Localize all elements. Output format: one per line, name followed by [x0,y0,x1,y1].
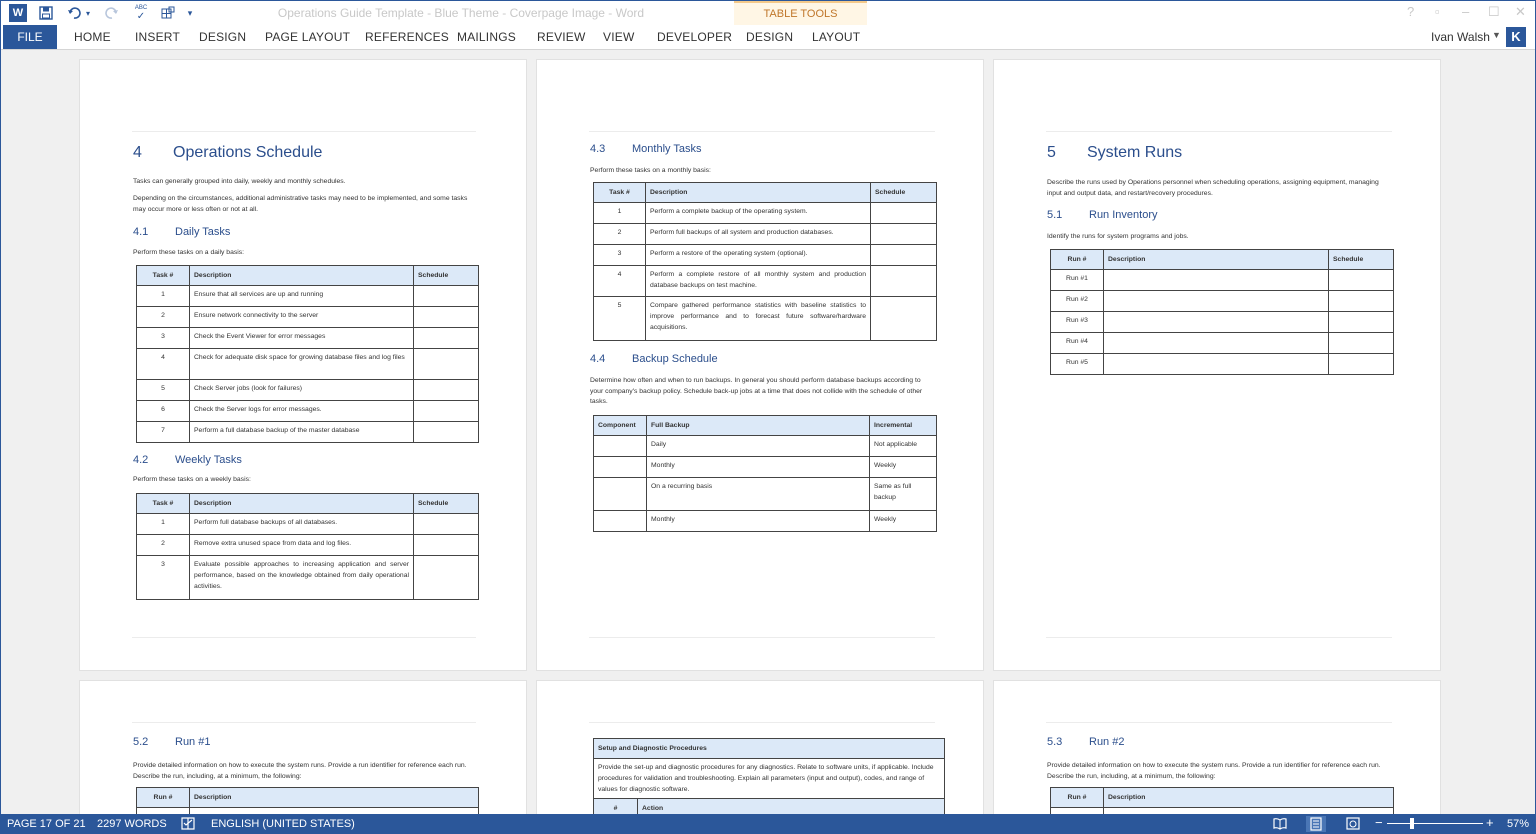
customize-qat-icon[interactable]: ▾ [187,7,193,18]
subsection-heading: 5.3 Run #2 [1047,736,1125,748]
table-cell[interactable] [1329,333,1394,354]
table-row [594,245,937,266]
table-cell[interactable] [1104,270,1329,291]
run-inventory-table [1050,249,1394,375]
table-row [1051,354,1394,375]
table-cell[interactable]: 2 [137,307,190,328]
tab-insert[interactable]: INSERT [135,30,180,44]
table-row [137,380,479,401]
table-row [137,514,479,535]
table-row [594,457,937,478]
table-cell[interactable]: 1 [594,203,646,224]
table-cell[interactable]: Perform a full database backup of the master database [190,422,414,443]
table-cell[interactable] [1104,312,1329,333]
proofing-icon[interactable] [181,817,195,833]
subsection-heading: 4.1 Daily Tasks [133,226,231,238]
table-header: Description [1104,250,1329,270]
daily-tasks-table [136,265,479,443]
status-bar [1,814,1535,834]
table-cell[interactable]: Run #2 [1051,291,1104,312]
table-cell[interactable]: Run #5 [1051,354,1104,375]
table-cell[interactable] [871,224,937,245]
table-header: Schedule [414,494,479,514]
tab-page-layout[interactable]: PAGE LAYOUT [265,30,351,44]
spelling-icon[interactable]: ABC ✓ [134,5,148,22]
table-header: Schedule [871,183,937,203]
table-cell[interactable]: Monthly [647,511,870,532]
read-mode-icon[interactable] [1273,817,1287,833]
ribbon-display-icon[interactable]: ▫ [1435,4,1440,19]
page-system-runs [993,59,1441,671]
paragraph: Provide detailed information on how to execute the system runs. Provide a run identifier for reference each run. Describe the run, including, at a minimum, the following: [133,762,467,780]
table-cell[interactable]: Weekly [870,457,937,478]
subsection-heading: 4.2 Weekly Tasks [133,454,242,466]
table-header: Task # [594,183,646,203]
table-header: Description [1104,788,1394,808]
table-header: Component [594,416,647,436]
word-count[interactable]: 2297 WORDS [97,818,167,830]
table-header: Task # [137,494,190,514]
table-header: Full Backup [647,416,870,436]
paragraph: Tasks can generally grouped into daily, weekly and monthly schedules. [133,178,346,185]
table-cell[interactable] [414,422,479,443]
table-row [1051,333,1394,354]
table-cell[interactable] [414,556,479,600]
table-row [137,422,479,443]
table-row [594,436,937,457]
web-layout-icon[interactable] [1346,817,1360,833]
table-cell[interactable]: Perform a complete restore of all monthly system and production database backups on test machine. [646,266,871,297]
table-row [594,297,937,341]
table-header: Run # [1051,788,1104,808]
table-cell[interactable]: Check Server jobs (look for failures) [190,380,414,401]
table-cell[interactable] [871,245,937,266]
tab-review[interactable]: REVIEW [537,30,586,44]
paragraph: Perform these tasks on a weekly basis: [133,476,251,483]
table-cell[interactable]: 2 [137,535,190,556]
table-header: Run # [1051,250,1104,270]
subsection-heading: 4.3 Monthly Tasks [590,143,702,155]
table-cell[interactable]: 3 [137,328,190,349]
tab-home[interactable]: HOME [74,30,111,44]
page-header-line [1046,112,1392,132]
table-header: Action [638,799,945,815]
page-header-line [132,112,476,132]
table-cell[interactable]: Ensure network connectivity to the server [190,307,414,328]
table-row [594,478,937,511]
tab-design[interactable]: DESIGN [199,30,247,44]
table-row [137,328,479,349]
tab-view[interactable]: VIEW [603,30,635,44]
table-cell[interactable] [1329,354,1394,375]
table-cell[interactable] [594,457,647,478]
section-heading: 4 Operations Schedule [133,144,323,161]
minimize-icon[interactable]: – [1462,4,1470,19]
weekly-tasks-table [136,493,479,600]
table-cell[interactable]: 1 [137,514,190,535]
zoom-slider-thumb[interactable] [1410,818,1414,829]
table-row [137,556,479,600]
tab-references[interactable]: REFERENCES [365,30,450,44]
subsection-heading: 4.4 Backup Schedule [590,353,718,365]
table-row [1051,270,1394,291]
table-header: Setup and Diagnostic Procedures [594,739,945,759]
table-cell[interactable] [1104,354,1329,375]
table-cell[interactable] [594,436,647,457]
table-cell[interactable]: Check the Server logs for error messages. [190,401,414,422]
word-logo-icon: W [9,4,27,22]
table-cell[interactable]: Daily [647,436,870,457]
monthly-tasks-table [593,182,937,341]
table-row [1051,312,1394,333]
table-cell[interactable] [871,203,937,224]
table-cell[interactable] [1104,291,1329,312]
print-layout-icon[interactable] [1306,816,1326,832]
table-tools-label: TABLE TOOLS [734,1,867,25]
zoom-level[interactable]: 57% [1507,818,1530,830]
table-row [137,349,479,380]
table-row [594,203,937,224]
run-1-table [136,787,479,814]
table-cell[interactable]: Perform full backups of all system and production databases. [646,224,871,245]
table-cell[interactable]: 2 [594,224,646,245]
table-cell[interactable] [1104,333,1329,354]
table-cell[interactable]: On a recurring basis [647,478,870,511]
table-cell[interactable] [414,380,479,401]
table-cell[interactable]: Ensure that all services are up and running [190,286,414,307]
page-header-line [132,703,476,723]
page-monthly-tasks [536,59,984,671]
table-cell[interactable]: Perform a restore of the operating system (optional). [646,245,871,266]
table-row [137,286,479,307]
table-cell[interactable] [594,511,647,532]
table-cell[interactable]: Run #3 [1051,312,1104,333]
run-2-table [1050,787,1394,814]
table-cell[interactable]: Same as full backup [870,478,937,511]
table-cell[interactable] [1329,312,1394,333]
table-row [137,307,479,328]
table-row [594,224,937,245]
table-cell[interactable] [414,307,479,328]
tab-file[interactable]: FILE [3,25,57,49]
subsection-heading: 5.2 Run #1 [133,736,211,748]
table-header: Description [190,266,414,286]
table-cell[interactable] [414,349,479,380]
table-cell[interactable] [414,401,479,422]
table-header: Description [190,494,414,514]
table-cell[interactable] [1329,270,1394,291]
table-cell[interactable]: 5 [594,297,646,341]
table-cell[interactable]: 6 [137,401,190,422]
page-header-line [1046,703,1392,723]
table-cell[interactable]: 5 [137,380,190,401]
tab-mailings[interactable]: MAILINGS [457,30,516,44]
table-row [594,266,937,297]
page-footer-line [1046,637,1392,638]
page-header-line [589,703,935,723]
page-run-2 [993,680,1441,814]
maximize-icon[interactable]: ☐ [1488,4,1500,19]
page-setup-diagnostics [536,680,984,814]
paragraph: Perform these tasks on a monthly basis: [590,167,711,174]
table-header: Run # [137,788,190,808]
subsection-heading: 5.1 Run Inventory [1047,209,1158,221]
table-header: Description [646,183,871,203]
user-name[interactable]: Ivan Walsh [1431,30,1490,44]
table-cell[interactable]: Weekly [870,511,937,532]
table-cell[interactable]: Run #4 [1051,333,1104,354]
table-cell[interactable]: 3 [137,556,190,600]
zoom-in-button[interactable]: + [1486,815,1494,830]
table-cell[interactable]: Evaluate possible approaches to increasing application and server performance, based on the knowledge obtained from daily operational activities. [190,556,414,600]
table-row [594,511,937,532]
table-cell[interactable] [414,535,479,556]
paragraph: Provide detailed information on how to execute the system runs. Provide a run identifier for reference each run. Describe the run, including, at a minimum, the following: [1047,762,1381,780]
table-cell[interactable]: Check the Event Viewer for error messages [190,328,414,349]
zoom-out-button[interactable]: − [1375,815,1383,830]
page-footer-line [589,637,935,638]
table-cell[interactable]: Perform full database backups of all databases. [190,514,414,535]
user-menu-chevron-icon[interactable]: ▼ [1492,30,1501,40]
ribbon-tabs [1,25,1535,50]
help-icon[interactable]: ? [1407,4,1415,19]
table-header: # [594,799,638,815]
undo-dropdown-icon[interactable]: ▾ [85,8,90,18]
section-heading: 5 System Runs [1047,144,1183,161]
paragraph: Perform these tasks on a daily basis: [133,249,245,256]
language-indicator[interactable]: ENGLISH (UNITED STATES) [211,818,355,830]
page-count[interactable]: PAGE 17 OF 21 [7,818,86,830]
table-row [1051,291,1394,312]
avatar[interactable]: K [1506,27,1526,47]
table-cell[interactable]: Remove extra unused space from data and log files. [190,535,414,556]
table-header: Incremental [870,416,937,436]
zoom-slider-track[interactable] [1387,823,1483,824]
table-cell[interactable] [414,514,479,535]
table-cell[interactable] [871,266,937,297]
paragraph: Describe the runs used by Operations personnel when scheduling operations, assigning equipment, managing input and output data, and restart/recovery procedures. [1047,179,1379,197]
table-cell[interactable] [871,297,937,341]
paragraph: Determine how often and when to run backups. In general you should perform database backups according to your company's backup policy. Schedule back-up jobs at a time that does not collide with the schedule of other tasks. [590,377,923,406]
tab-table-design[interactable]: DESIGN [746,30,794,44]
table-cell[interactable]: 3 [594,245,646,266]
document-canvas[interactable] [1,51,1535,814]
title-bar [1,1,1535,25]
table-cell[interactable]: Monthly [647,457,870,478]
table-cell[interactable]: Perform a complete backup of the operating system. [646,203,871,224]
table-header: Description [190,788,479,808]
spelling-label: ABC [134,5,148,11]
page-footer-line [132,637,476,638]
setup-diagnostics-table [593,738,945,814]
table-cell[interactable]: Check for adequate disk space for growing database files and log files [190,349,414,380]
table-row [137,535,479,556]
table-cell[interactable]: Not applicable [870,436,937,457]
table-cell[interactable]: Run #1 [1051,270,1104,291]
table-cell[interactable]: 7 [137,422,190,443]
paragraph: Identify the runs for system programs and jobs. [1047,233,1189,240]
table-header: Schedule [414,266,479,286]
paragraph: Depending on the circumstances, additional administrative tasks may need to be implemented, and some tasks may occur more or less often or not at all. [133,195,468,213]
tab-table-layout[interactable]: LAYOUT [812,30,861,44]
table-row [594,759,945,799]
document-title: Operations Guide Template - Blue Theme - Coverpage Image - Word [277,6,645,20]
table-cell[interactable]: 4 [594,266,646,297]
backup-schedule-table [593,415,937,532]
table-cell[interactable]: Provide the set-up and diagnostic procedures for any diagnostics. Relate to software units, if applicable. Include procedures for validation and troubleshooting. Explain all parameters (input and output), codes, and range of values for diagnostic software. [594,759,945,799]
table-cell[interactable] [1329,291,1394,312]
table-cell[interactable] [594,478,647,511]
tab-developer[interactable]: DEVELOPER [657,30,733,44]
table-cell[interactable]: Compare gathered performance statistics with baseline statistics to improve performance and to forecast future software/hardware acquisitions. [646,297,871,341]
page-operations-schedule [79,59,527,671]
close-icon[interactable]: ✕ [1515,4,1526,19]
table-cell[interactable]: 4 [137,349,190,380]
table-cell[interactable]: 1 [137,286,190,307]
table-cell[interactable] [414,286,479,307]
table-cell[interactable] [414,328,479,349]
table-header: Task # [137,266,190,286]
page-header-line [589,112,935,132]
table-row [137,401,479,422]
page-run-1 [79,680,527,814]
table-header: Schedule [1329,250,1394,270]
